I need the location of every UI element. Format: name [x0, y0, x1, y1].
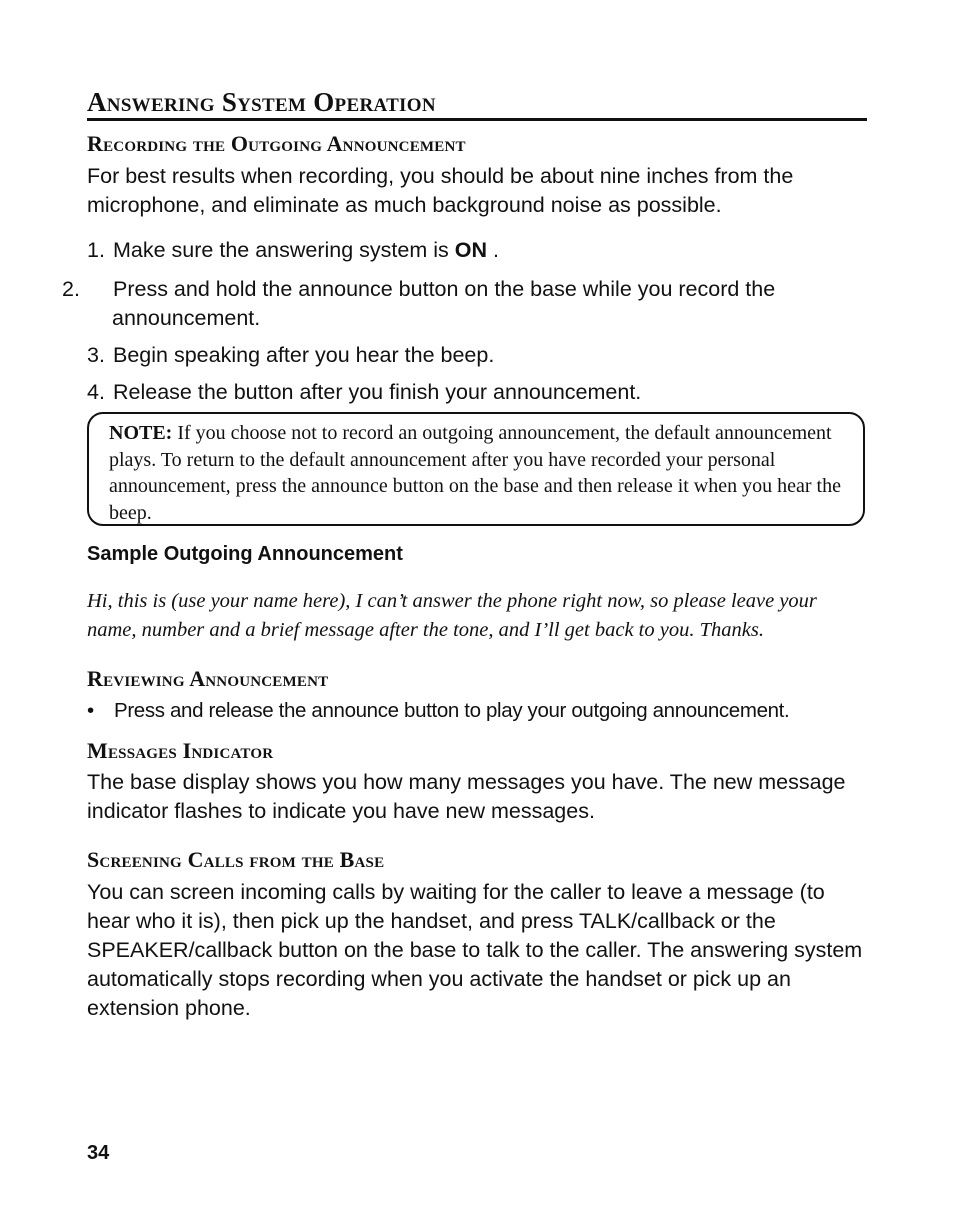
- screening-heading: Screening Calls from the Base: [87, 847, 385, 872]
- screening-text: You can screen incoming calls by waiting for the caller to leave a message (to hear who it is), then pick up the handset, and press TALK/callback or the SPEAKER/callback button on the base to talk to the caller. The answering system automatically stops recording when you activate the handset or pick up an extension phone.: [87, 880, 863, 1020]
- step-number: 2.: [62, 277, 80, 301]
- messages-text: The base display shows you how many messages you have. The new message indicator flashes to indicate you have new messages.: [87, 770, 846, 823]
- page-number: 34: [87, 1142, 110, 1164]
- step-text: Make sure the answering system is: [113, 238, 455, 262]
- on-label: ON: [454, 238, 487, 262]
- step-number: 1.: [87, 238, 105, 262]
- step-text: Begin speaking after you hear the beep.: [113, 343, 495, 367]
- step-number: 4.: [87, 380, 105, 404]
- page-title: Answering System Operation: [87, 86, 867, 121]
- step-2: [62, 275, 892, 333]
- step-text: Press and hold the announce button on the base while you record the announcement.: [112, 277, 776, 330]
- reviewing-item-text: Press and release the announce button to play your outgoing announcement.: [114, 699, 790, 722]
- step-text-end: .: [487, 238, 499, 262]
- messages-heading: Messages Indicator: [87, 738, 274, 763]
- reviewing-item: [87, 697, 877, 725]
- sample-heading: Sample Outgoing Announcement: [87, 543, 403, 565]
- recording-heading: Recording the Outgoing Announcement: [87, 131, 466, 156]
- note-label: NOTE:: [109, 422, 173, 444]
- step-1: [87, 236, 867, 265]
- bullet-icon: •: [87, 699, 94, 722]
- note-body: If you choose not to record an outgoing announcement, the default announcement plays. To return to the default announcement after you have recorded your personal announcement, press the announce button on the base and then release it when you hear the beep.: [109, 422, 841, 524]
- note-text: [109, 420, 849, 526]
- step-3: [87, 341, 867, 370]
- step-number: 3.: [87, 343, 105, 367]
- reviewing-heading: Reviewing Announcement: [87, 666, 329, 691]
- sample-announcement: Hi, this is (use your name here), I can’t answer the phone right now, so please leave your name, number and a brief message after the tone, and I’ll get back to you. Thanks.: [87, 590, 817, 641]
- step-text: Release the button after you finish your announcement.: [113, 380, 642, 404]
- note-box: [87, 412, 865, 526]
- step-4: [87, 378, 867, 407]
- recording-intro: For best results when recording, you should be about nine inches from the microphone, and eliminate as much background noise as possible.: [87, 164, 794, 217]
